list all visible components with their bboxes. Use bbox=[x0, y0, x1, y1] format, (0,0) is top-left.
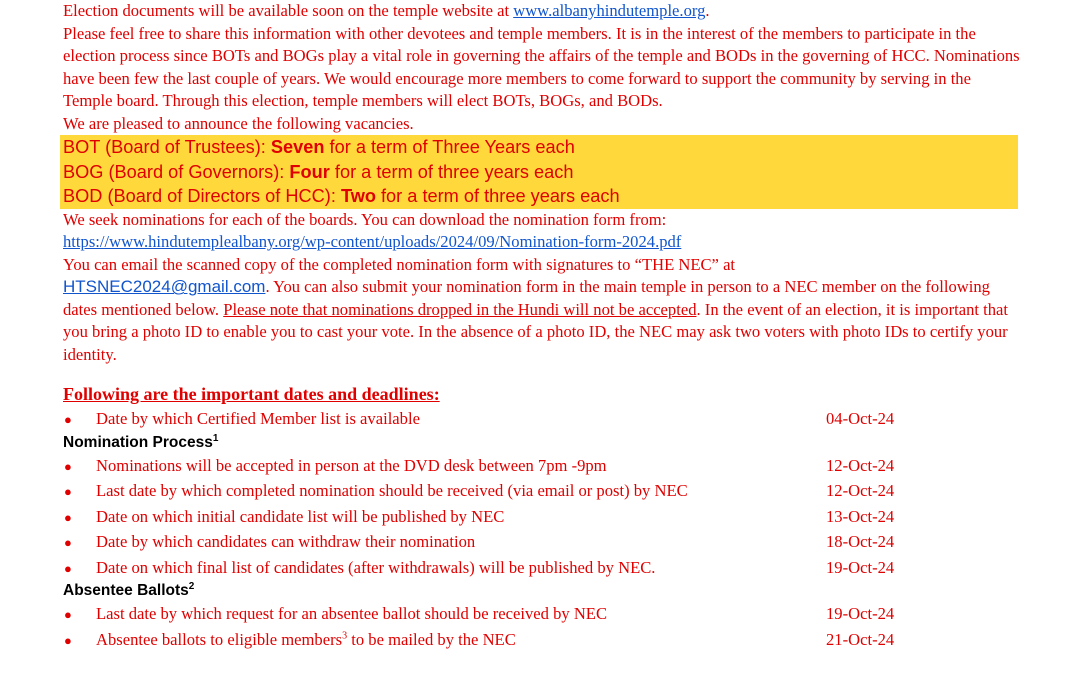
deadline-text bbox=[96, 627, 826, 653]
document-page bbox=[63, 0, 1023, 652]
bullet-icon: ● bbox=[64, 484, 72, 500]
documents-availability-text: Election documents will be available soon on the temple website at bbox=[63, 1, 514, 20]
vacancy-board-name: BOT (Board of Trustees): bbox=[63, 137, 271, 157]
vacancy-term: for a term of Three Years each bbox=[324, 137, 575, 157]
list-item bbox=[63, 627, 1023, 653]
list-item bbox=[63, 555, 1023, 581]
intro-paragraph: Please feel free to share this information with other devotees and temple members. It is in the interest of the members to participate in the election process since BOTs and BOGs play a vital role in governing the affairs of the temple and BODs in the governing of HCC. Nominations have been few the last couple of years. We would encourage more members to come forward to support the community by serving in the Temple board. Through this election, temple members will elect BOTs, BOGs, and BODs. bbox=[63, 23, 1020, 110]
footnote-marker: 3 bbox=[342, 630, 348, 642]
vacancies-announcement: We are pleased to announce the following vacancies. bbox=[63, 113, 414, 133]
submission-paragraph bbox=[63, 276, 1023, 366]
deadline-date: 19-Oct-24 bbox=[826, 604, 895, 624]
list-item bbox=[63, 478, 1023, 504]
bullet-icon: ● bbox=[64, 560, 72, 576]
vacancy-board-name: BOG (Board of Governors): bbox=[63, 161, 290, 182]
deadline-date: 18-Oct-24 bbox=[826, 532, 895, 552]
vacancy-count: Four bbox=[289, 161, 330, 182]
deadline-date: 13-Oct-24 bbox=[826, 506, 895, 526]
vacancy-bod bbox=[63, 184, 1018, 209]
deadline-text: Last date by which completed nomination should be received (via email or post) by NEC bbox=[96, 481, 688, 501]
absentee-ballots-label: Absentee Ballots bbox=[63, 582, 189, 600]
vacancy-bot bbox=[63, 135, 1018, 160]
nomination-process-heading bbox=[63, 432, 1023, 453]
nomination-process-label: Nomination Process bbox=[63, 433, 213, 451]
bullet-icon: ● bbox=[64, 458, 72, 474]
photo-id-text: . In the event of an election, it is important that you bring a photo ID to enable you to cast your vote. In the absence of a photo ID, the NEC may ask two voters with photo IDs to certify your identity. bbox=[63, 299, 1009, 364]
deadline-date: 21-Oct-24 bbox=[826, 629, 895, 649]
submission-text: . You can also submit your nomination form in the main temple in person to a NEC member on the following dates mentioned below. bbox=[63, 277, 990, 319]
deadline-date: 12-Oct-24 bbox=[826, 481, 895, 501]
bullet-icon: ● bbox=[64, 632, 72, 648]
list-item bbox=[63, 406, 1023, 432]
deadline-date: 12-Oct-24 bbox=[826, 455, 895, 475]
deadline-text: Date by which candidates can withdraw their nomination bbox=[96, 532, 476, 552]
deadlines-heading: Following are the important dates and deadlines: bbox=[63, 384, 440, 405]
footnote-marker: 2 bbox=[188, 581, 195, 593]
email-instruction-text: You can email the scanned copy of the completed nomination form with signatures to “THE NEC” at bbox=[63, 254, 736, 274]
bullet-icon: ● bbox=[64, 412, 72, 428]
vacancy-term: for a term of three years each bbox=[329, 161, 574, 182]
deadline-date: 04-Oct-24 bbox=[826, 409, 895, 429]
hundi-warning: Please note that nominations dropped in the Hundi will not be accepted bbox=[223, 299, 697, 319]
deadline-text: Date on which final list of candidates (after withdrawals) will be published by NEC. bbox=[96, 557, 656, 577]
footnote-marker: 1 bbox=[212, 432, 219, 444]
deadline-text: Last date by which request for an absentee ballot should be received by NEC bbox=[96, 604, 608, 624]
vacancy-count: Two bbox=[340, 186, 376, 207]
vacancy-term: for a term of three years each bbox=[375, 186, 620, 207]
deadline-text: Nominations will be accepted in person at the DVD desk between 7pm -9pm bbox=[96, 455, 607, 475]
temple-website-link[interactable]: www.albanyhindutemple.org bbox=[513, 1, 706, 20]
deadline-text: Date by which Certified Member list is available bbox=[96, 409, 420, 429]
vacancy-count: Seven bbox=[270, 137, 325, 157]
deadline-text-part: Absentee ballots to eligible members bbox=[96, 629, 343, 649]
vacancy-bog bbox=[63, 160, 1018, 185]
nec-email-link[interactable]: HTSNEC2024@gmail.com bbox=[63, 277, 266, 297]
nomination-form-link[interactable]: https://www.hindutemplealbany.org/wp-content/uploads/2024/09/Nomination-form-2024.pdf bbox=[63, 232, 682, 252]
period: . bbox=[705, 1, 710, 20]
deadline-date: 19-Oct-24 bbox=[826, 557, 895, 577]
list-item bbox=[63, 601, 1023, 627]
bullet-icon: ● bbox=[64, 607, 72, 623]
vacancy-board-name: BOD (Board of Directors of HCC): bbox=[63, 186, 341, 207]
bullet-icon: ● bbox=[64, 535, 72, 551]
vacancies-highlight-box bbox=[60, 135, 1018, 209]
nominations-seek-text: We seek nominations for each of the boards. You can download the nomination form from: bbox=[63, 209, 667, 229]
documents-availability-line bbox=[63, 0, 1023, 23]
list-item bbox=[63, 504, 1023, 530]
deadline-text: Date on which initial candidate list will be published by NEC bbox=[96, 506, 505, 526]
deadline-text-part: to be mailed by the NEC bbox=[347, 629, 516, 649]
absentee-ballots-heading bbox=[63, 580, 1023, 601]
bullet-icon: ● bbox=[64, 509, 72, 525]
list-item bbox=[63, 529, 1023, 555]
nomination-form-line bbox=[63, 231, 1023, 254]
list-item bbox=[63, 453, 1023, 479]
